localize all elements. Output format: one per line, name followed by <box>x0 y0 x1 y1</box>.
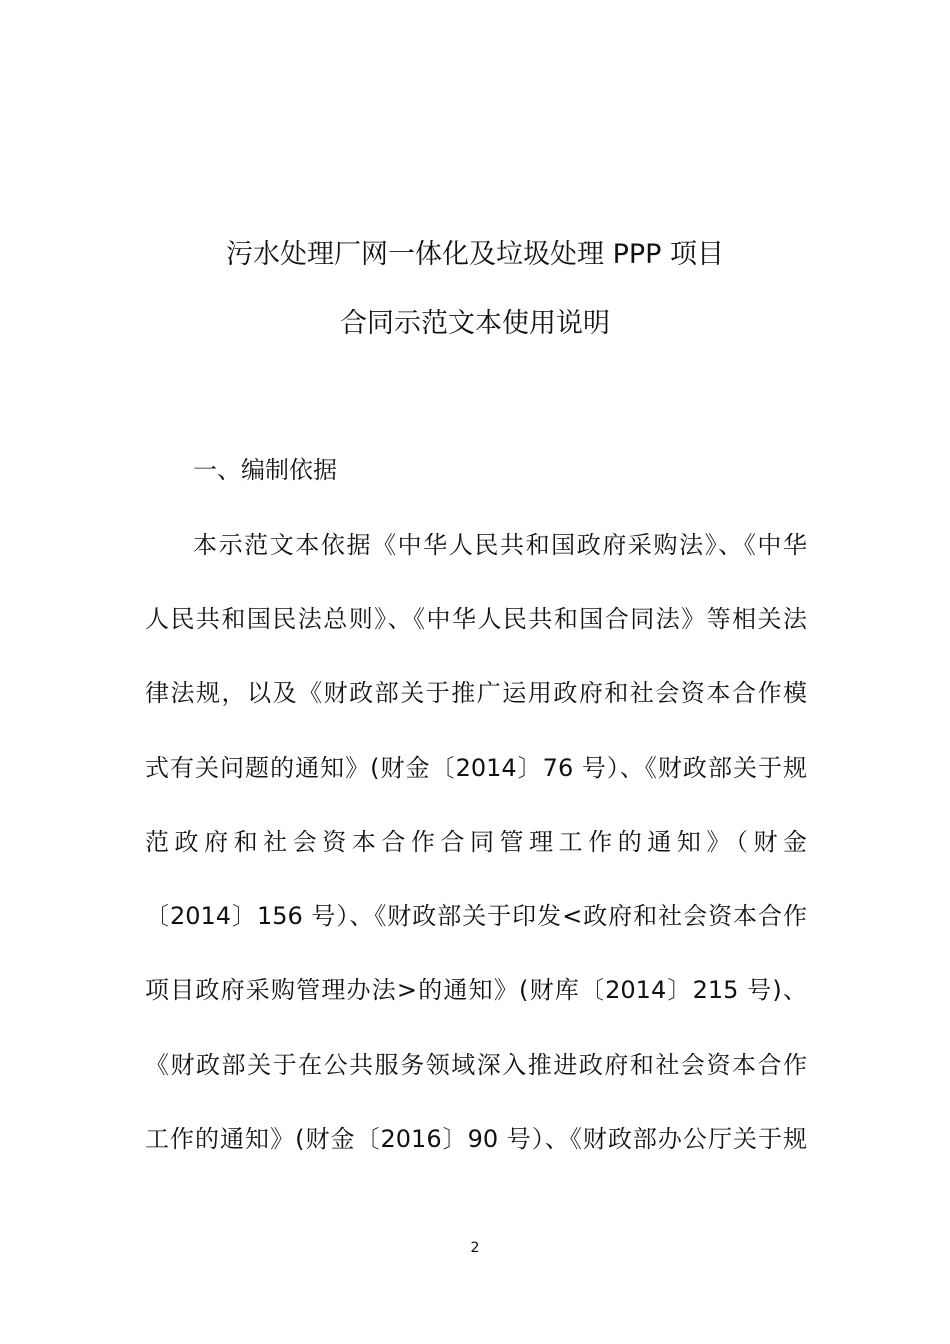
paragraph-line: 本示范文本依据《中华人民共和国政府采购法》、《中华 <box>193 531 807 559</box>
section-heading: 一、编制依据 <box>193 456 337 484</box>
paragraph-line: 〔2014〕156 号）、《财政部关于印发<政府和社会资本合作 <box>145 902 807 930</box>
document-title-line-2: 合同示范文本使用说明 <box>340 308 610 339</box>
paragraph-line: 工作的通知》(财金〔2016〕90 号）、《财政部办公厅关于规 <box>145 1125 807 1153</box>
document-title-line-1: 污水处理厂网一体化及垃圾处理 PPP 项目 <box>225 239 724 270</box>
paragraph-line: 式有关问题的通知》(财金〔2014〕76 号）、《财政部关于规 <box>145 754 807 782</box>
paragraph-line: 律法规，以及《财政部关于推广运用政府和社会资本合作模 <box>145 679 807 707</box>
paragraph-line: 人民共和国民法总则》、《中华人民共和国合同法》等相关法 <box>145 605 807 633</box>
paragraph-line: 范政府和社会资本合作合同管理工作的通知》（财金 <box>145 828 807 856</box>
paragraph-line: 《财政部关于在公共服务领域深入推进政府和社会资本合作 <box>145 1051 807 1079</box>
paragraph-line: 项目政府采购管理办法>的通知》(财库〔2014〕215 号)、 <box>145 976 807 1004</box>
page-number: 2 <box>470 1240 480 1256</box>
